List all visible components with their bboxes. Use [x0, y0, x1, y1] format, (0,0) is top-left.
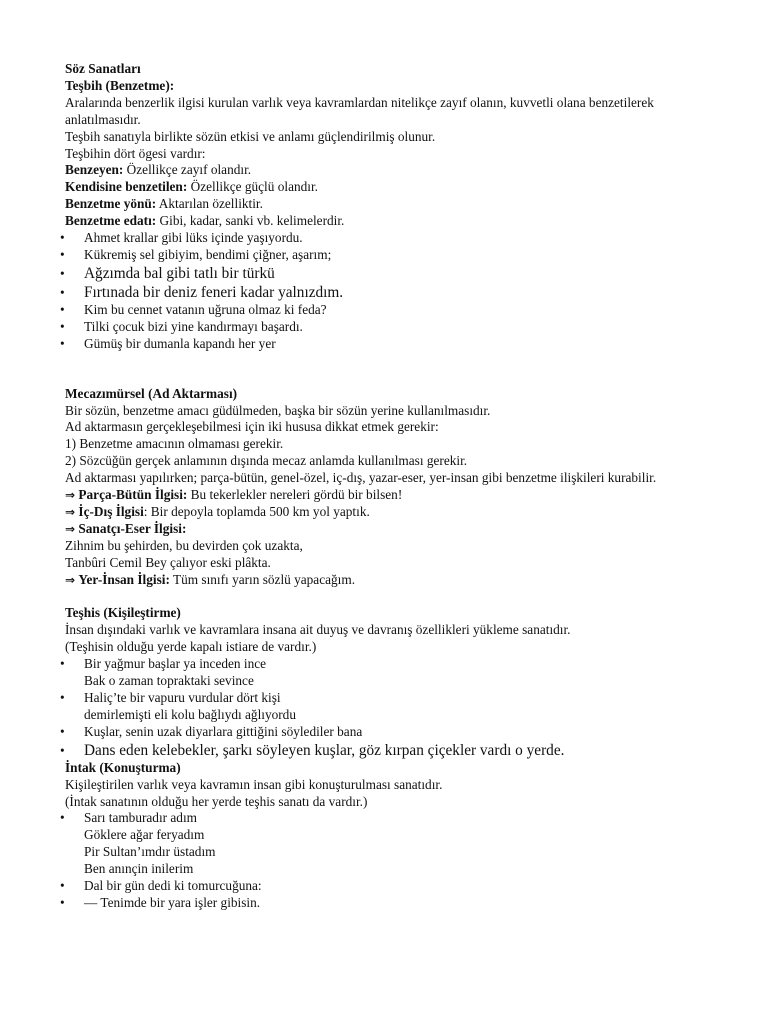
relation-desc: Bu tekerlekler nereleri gördü bir bilsen!: [187, 487, 403, 503]
list-item: • Ahmet krallar gibi lüks içinde yaşıyordu.: [65, 230, 705, 247]
relation-term: İç-Dış İlgisi: [78, 503, 144, 519]
element-desc: Özellikçe zayıf olandır.: [123, 162, 252, 178]
list-item: • Gümüş bir dumanla kapandı her yer: [65, 336, 705, 353]
list-item: • Kükremiş sel gibiyim, bendimi çiğner, aşarım;: [65, 247, 705, 264]
verse-line: Pir Sultan’ımdır üstadım: [84, 844, 216, 860]
mecaz-line: 2) Sözcüğün gerçek anlamının dışında mecaz anlamda kullanılması gerekir.: [65, 453, 468, 469]
teshbih-element: [65, 179, 705, 196]
list-item: • Fırtınada bir deniz feneri kadar yalnızdım.: [65, 283, 705, 302]
teshbih-element: [65, 196, 705, 213]
section-title-mecaz: Mecazımürsel (Ad Aktarması): [65, 385, 238, 401]
verse-line: • Sarı tamburadır adım: [84, 810, 197, 826]
relation-inner-outer: [65, 504, 705, 521]
arrow-icon: ⇒: [65, 488, 76, 503]
element-term: Benzetme edatı:: [65, 213, 157, 229]
verse-line: Göklere ağar feryadım: [84, 827, 205, 843]
section-title-teshis: Teşhis (Kişileştirme): [65, 605, 181, 621]
element-desc: Gibi, kadar, sanki vb. kelimelerdir.: [156, 213, 345, 229]
intak-note: (İntak sanatının olduğu her yerde teşhis sanatı da vardır.): [65, 793, 368, 809]
verse-line: Bak o zaman topraktaki sevince: [84, 673, 254, 689]
mecaz-line: Ad aktarmasın gerçekleşebilmesi için iki hususa dikkat etmek gerekir:: [65, 419, 439, 435]
list-item: [65, 690, 705, 724]
list-item: • — Tenimde bir yara işler gibisin.: [65, 895, 705, 912]
document-page: [65, 61, 705, 912]
relation-part-whole: [65, 487, 705, 504]
mecaz-line: Bir sözün, benzetme amacı güdülmeden, başka bir sözün yerine kullanılmasıdır.: [65, 402, 491, 418]
element-desc: Özellikçe güçlü olandır.: [187, 179, 318, 195]
relation-term: Sanatçı-Eser İlgisi:: [78, 520, 187, 536]
element-desc: Aktarılan özelliktir.: [156, 196, 263, 212]
element-term: Kendisine benzetilen:: [65, 179, 188, 195]
section-spacer: [65, 353, 705, 386]
section-title-intak: İntak (Konuşturma): [65, 759, 181, 775]
arrow-icon: ⇒: [65, 504, 76, 519]
teshis-example-list: [65, 656, 705, 760]
relation-artist-work: [65, 521, 705, 538]
verse-line: • Bir yağmur başlar ya inceden ince: [84, 656, 267, 672]
mecaz-line: 1) Benzetme amacının olmaması gerekir.: [65, 436, 284, 452]
teshbih-element: [65, 162, 705, 179]
verse-line: Ben anınçin inilerim: [84, 861, 194, 877]
relation-place-person: [65, 572, 705, 589]
intak-definition: Kişileştirilen varlık veya kavramın insan gibi konuşturulması sanatıdır.: [65, 776, 443, 792]
element-term: Benzetme yönü:: [65, 196, 157, 212]
mecaz-relations: Ad aktarması yapılırken; parça-bütün, genel-özel, iç-dış, yazar-eser, yer-insan gibi benzetme ilişkileri kurabilir.: [65, 470, 657, 486]
list-item: • Dans eden kelebekler, şarkı söyleyen kuşlar, göz kırpan çiçekler vardı o yerde.: [65, 741, 705, 760]
relation-desc: : Bir depoyla toplamda 500 km yol yaptık.: [143, 503, 370, 519]
list-item: [65, 656, 705, 690]
verse-line: • Haliç’te bir vapuru vurdular dört kişi: [84, 690, 281, 705]
list-item: [65, 810, 705, 878]
list-item: • Kuşlar, senin uzak diyarlara gittiğini söylediler bana: [65, 724, 705, 741]
section-title-teshbih: Teşbih (Benzetme):: [65, 77, 175, 93]
verse-line: demirlemişti eli kolu bağlıydı ağlıyordu: [84, 706, 296, 722]
teshbih-example-list: [65, 230, 705, 353]
teshbih-elements-intro: Teşbihin dört ögesi vardır:: [65, 145, 206, 161]
intak-example-list: [65, 810, 705, 911]
arrow-icon: ⇒: [65, 521, 76, 536]
teshbih-effect: Teşbih sanatıyla birlikte sözün etkisi ve anlamı güçlendirilmiş olunur.: [65, 128, 436, 144]
teshbih-definition: Aralarında benzerlik ilgisi kurulan varlık veya kavramlardan nitelikçe zayıf olanın, kuvvetli olana benzetilerek anlatılmasıdır.: [65, 94, 654, 127]
relation-example-line: Zihnim bu şehirden, bu devirden çok uzakta,: [65, 537, 303, 553]
list-item: • Kim bu cennet vatanın uğruna olmaz ki feda?: [65, 302, 705, 319]
list-item: • Tilki çocuk bizi yine kandırmayı başardı.: [65, 319, 705, 336]
relation-term: Yer-İnsan İlgisi:: [78, 571, 170, 587]
teshis-note: (Teşhisin olduğu yerde kapalı istiare de vardır.): [65, 639, 317, 655]
element-term: Benzeyen:: [65, 162, 124, 178]
section-spacer: [65, 588, 705, 605]
relation-desc: Tüm sınıfı yarın sözlü yapacağım.: [169, 571, 356, 587]
relation-term: Parça-Bütün İlgisi:: [78, 487, 188, 503]
teshbih-element: [65, 213, 705, 230]
teshis-definition: İnsan dışındaki varlık ve kavramlara insana ait duyuş ve davranış özellikleri yükleme sanatıdır.: [65, 622, 571, 638]
arrow-icon: ⇒: [65, 572, 76, 587]
list-item: • Dal bir gün dedi ki tomurcuğuna:: [65, 878, 705, 895]
page-title: Söz Sanatları: [65, 61, 141, 76]
list-item: • Ağzımda bal gibi tatlı bir türkü: [65, 264, 705, 283]
relation-example-line: Tanbûri Cemil Bey çalıyor eski plâkta.: [65, 554, 271, 570]
